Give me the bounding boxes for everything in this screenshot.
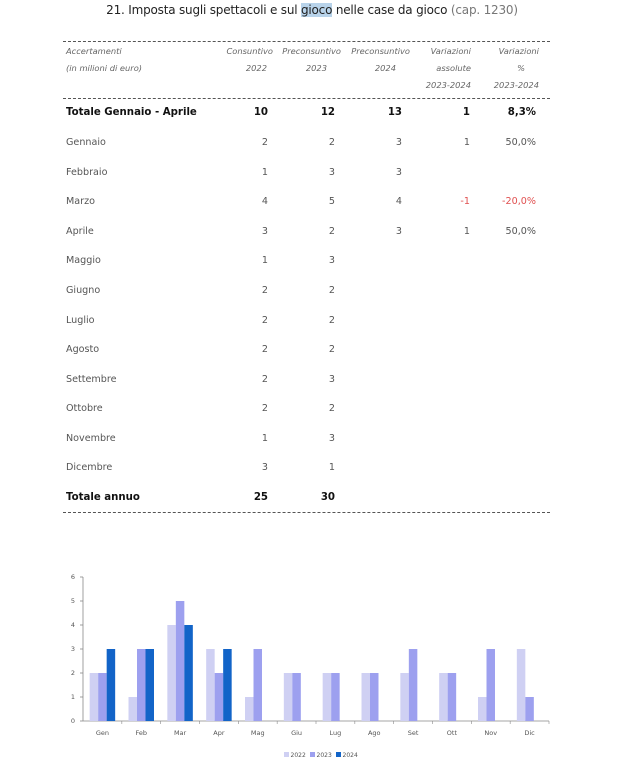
- y-tick-label: 1: [70, 693, 75, 701]
- legend-swatch-2023: [310, 752, 315, 757]
- row-value: 4: [261, 196, 268, 207]
- header-col-2023: [279, 46, 341, 80]
- bar-2022-lug: [323, 673, 332, 721]
- header-label: 2023-2024: [425, 80, 471, 90]
- y-tick-label: 4: [70, 621, 75, 629]
- bar-2023-mag: [254, 649, 263, 721]
- bar-2024-apr: [223, 649, 232, 721]
- bar-2023-ago: [370, 673, 379, 721]
- row-value: 2: [261, 137, 268, 148]
- row-label: Dicembre: [66, 462, 113, 473]
- bar-2022-dic: [517, 649, 526, 721]
- bar-2022-set: [400, 673, 409, 721]
- row-value: 1: [462, 107, 470, 118]
- x-tick-label: Ott: [446, 729, 458, 737]
- row-value: 4: [395, 196, 402, 207]
- row-value: 50,0%: [505, 137, 536, 148]
- row-value: 30: [320, 492, 335, 503]
- legend-label-2024: 2024: [342, 752, 358, 759]
- row-value: 1: [463, 137, 470, 148]
- row-value: 3: [395, 226, 402, 237]
- row-value: 2: [328, 226, 335, 237]
- row-label: Ottobre: [66, 403, 103, 414]
- x-tick-label: Gen: [95, 729, 109, 737]
- header-col-accertamenti: [66, 46, 142, 80]
- bar-2022-ago: [362, 673, 371, 721]
- table-row: [63, 254, 550, 268]
- row-value: 1: [328, 462, 335, 473]
- row-value: 3: [395, 167, 402, 178]
- row-value: 2: [261, 403, 268, 414]
- row-label: Marzo: [66, 196, 96, 207]
- row-label: Gennaio: [66, 137, 106, 148]
- title-highlight: gioco: [300, 3, 333, 17]
- header-label: Preconsuntivo: [282, 46, 341, 56]
- table-row: [63, 432, 550, 446]
- row-value: -20,0%: [502, 196, 536, 207]
- bar-2023-gen: [98, 673, 107, 721]
- header-col-2024: [348, 46, 410, 80]
- bar-2022-feb: [129, 697, 138, 721]
- bar-2022-gen: [90, 673, 99, 721]
- bar-2022-mag: [245, 697, 254, 721]
- table-header-rule: [63, 98, 550, 99]
- bar-2022-giu: [284, 673, 293, 721]
- table-total-row: [63, 106, 550, 120]
- row-value: 3: [328, 255, 335, 266]
- row-label: Giugno: [66, 285, 101, 296]
- y-tick-label: 3: [70, 645, 75, 653]
- legend-label-2022: 2022: [290, 752, 306, 759]
- row-value: 2: [261, 285, 268, 296]
- table-row: [63, 166, 550, 180]
- row-label: Totale Gennaio - Aprile: [66, 107, 197, 118]
- title-chapter: (cap. 1230): [450, 3, 518, 17]
- table-row: [63, 314, 550, 328]
- header-label: 2023-2024: [493, 80, 539, 90]
- header-label: (in milioni di euro): [66, 63, 143, 73]
- row-value: 12: [320, 107, 335, 118]
- x-tick-label: Set: [407, 729, 419, 737]
- row-label: Luglio: [66, 315, 95, 326]
- table-header: [63, 46, 550, 96]
- header-label: Accertamenti: [66, 46, 122, 56]
- y-tick-label: 5: [70, 597, 75, 605]
- x-tick-label: Mag: [250, 729, 265, 737]
- bar-2022-apr: [206, 649, 215, 721]
- row-value: 2: [261, 374, 268, 385]
- bar-2024-gen: [107, 649, 116, 721]
- x-tick-label: Feb: [135, 729, 148, 737]
- header-label: 2024: [374, 63, 396, 73]
- row-label: Maggio: [66, 255, 101, 266]
- row-value: 3: [261, 462, 268, 473]
- row-value: -1: [460, 196, 470, 207]
- y-tick-label: 6: [70, 573, 75, 581]
- table-row: [63, 402, 550, 416]
- header-label: 2022: [245, 63, 267, 73]
- row-value: 2: [261, 315, 268, 326]
- row-value: 25: [253, 492, 268, 503]
- table-row: [63, 225, 550, 239]
- x-tick-label: Nov: [484, 729, 498, 737]
- header-col-2022: [221, 46, 273, 80]
- header-label: %: [517, 63, 525, 73]
- table-row: [63, 195, 550, 209]
- legend-label-2023: 2023: [316, 752, 332, 759]
- row-value: 3: [261, 226, 268, 237]
- bar-2023-mar: [176, 601, 185, 721]
- row-label: Settembre: [66, 374, 117, 385]
- title-text: 21. Imposta sugli spettacoli e sul: [106, 3, 301, 17]
- x-tick-label: Lug: [329, 729, 342, 737]
- row-value: 10: [253, 107, 268, 118]
- x-tick-label: Giu: [291, 729, 303, 737]
- row-label: Novembre: [66, 433, 116, 444]
- row-value: 1: [463, 226, 470, 237]
- table-row: [63, 461, 550, 475]
- row-label: Totale annuo: [66, 492, 140, 503]
- bar-2022-nov: [478, 697, 487, 721]
- row-value: 3: [328, 433, 335, 444]
- table-row: [63, 136, 550, 150]
- bar-2022-ott: [439, 673, 448, 721]
- monthly-bar-chart: [0, 560, 624, 775]
- bar-2024-feb: [146, 649, 155, 721]
- table-total-row: [63, 491, 550, 505]
- row-value: 3: [328, 374, 335, 385]
- table-row: [63, 373, 550, 387]
- header-label: Variazioni: [430, 46, 471, 56]
- page-title: [0, 3, 624, 17]
- bar-2023-apr: [215, 673, 224, 721]
- x-tick-label: Dic: [524, 729, 535, 737]
- table-bottom-rule: [63, 512, 550, 513]
- table-row: [63, 343, 550, 357]
- row-value: 3: [328, 167, 335, 178]
- table-top-rule: [63, 41, 550, 42]
- row-value: 1: [261, 255, 268, 266]
- header-label: assolute: [436, 63, 471, 73]
- legend-swatch-2024: [336, 752, 341, 757]
- bar-2023-lug: [331, 673, 340, 721]
- row-value: 3: [395, 137, 402, 148]
- row-value: 13: [387, 107, 402, 118]
- bar-2023-feb: [137, 649, 146, 721]
- y-tick-label: 2: [70, 669, 75, 677]
- bar-2023-set: [409, 649, 418, 721]
- row-value: 8,3%: [507, 107, 536, 118]
- x-tick-label: Ago: [367, 729, 381, 737]
- row-label: Febbraio: [66, 167, 108, 178]
- x-tick-label: Mar: [173, 729, 187, 737]
- bar-2023-giu: [292, 673, 301, 721]
- table-row: [63, 284, 550, 298]
- row-value: 2: [328, 344, 335, 355]
- row-value: 1: [261, 433, 268, 444]
- row-value: 2: [261, 344, 268, 355]
- row-value: 2: [328, 137, 335, 148]
- header-label: Consuntivo: [226, 46, 273, 56]
- row-value: 1: [261, 167, 268, 178]
- title-text-end: nelle case da gioco: [332, 3, 451, 17]
- row-label: Aprile: [66, 226, 94, 237]
- row-value: 5: [328, 196, 335, 207]
- row-value: 50,0%: [505, 226, 536, 237]
- header-label: Preconsuntivo: [351, 46, 410, 56]
- row-value: 2: [328, 315, 335, 326]
- row-value: 2: [328, 403, 335, 414]
- bar-2023-ott: [448, 673, 457, 721]
- legend-swatch-2022: [284, 752, 289, 757]
- row-value: 2: [328, 285, 335, 296]
- header-label: 2023: [305, 63, 327, 73]
- row-label: Agosto: [66, 344, 100, 355]
- bar-2024-mar: [184, 625, 193, 721]
- header-col-var-percent: [487, 46, 539, 97]
- header-label: Variazioni: [498, 46, 539, 56]
- x-tick-label: Apr: [213, 729, 225, 737]
- bar-2022-mar: [167, 625, 176, 721]
- bar-2023-dic: [525, 697, 534, 721]
- y-tick-label: 0: [70, 717, 75, 725]
- header-col-var-assolute: [419, 46, 471, 97]
- bar-2023-nov: [487, 649, 496, 721]
